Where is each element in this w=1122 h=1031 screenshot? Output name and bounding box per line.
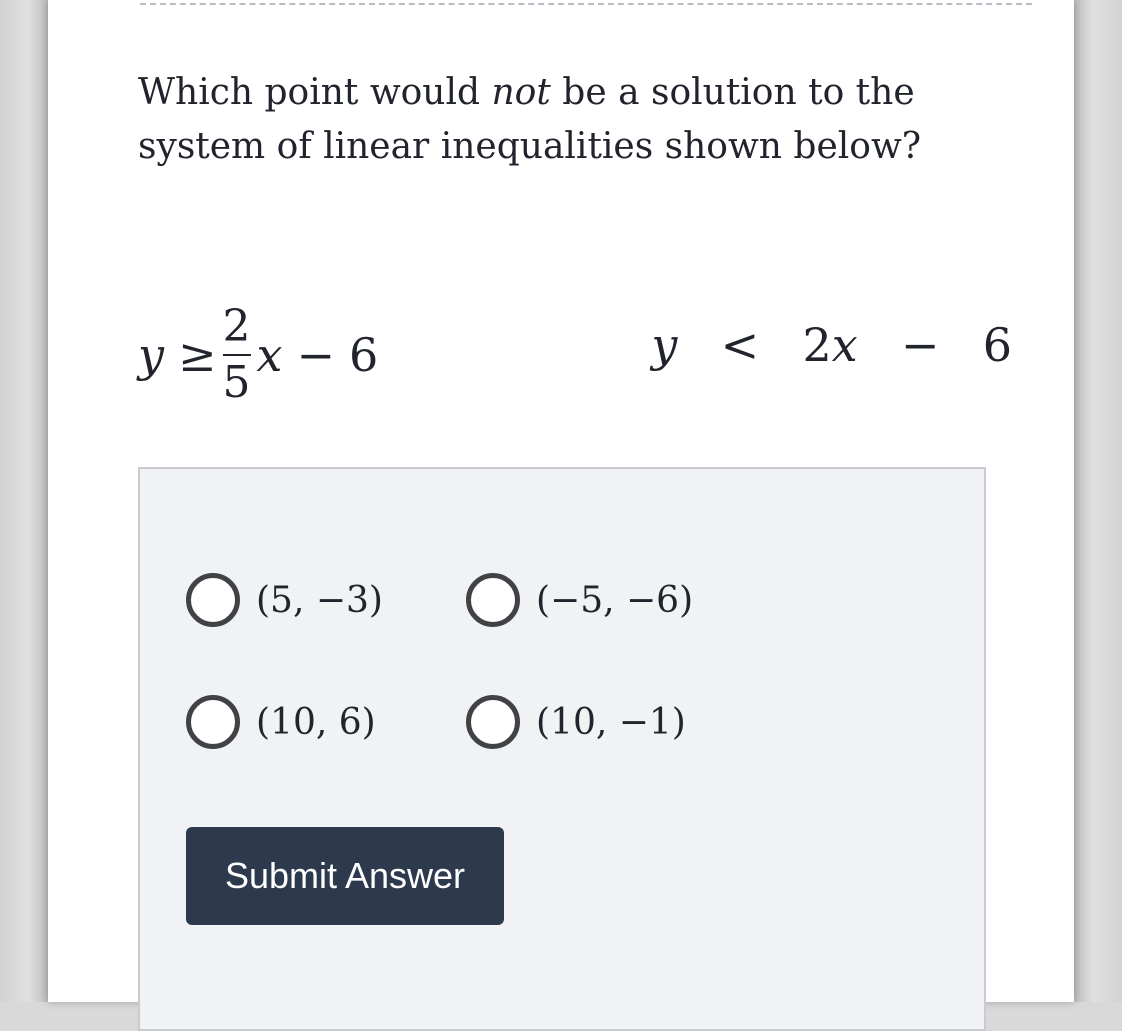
radio-button-icon[interactable]	[186, 695, 240, 749]
inequality-2	[651, 318, 1012, 372]
choice-label: (10, 6)	[256, 701, 376, 743]
inequality-2-lhs: y	[651, 318, 678, 372]
choice-2[interactable]	[466, 573, 693, 627]
radio-button-icon[interactable]	[466, 695, 520, 749]
choice-label: (−5, −6)	[536, 579, 694, 621]
inequality-2-variable: x	[831, 318, 858, 372]
answer-box	[138, 467, 986, 1031]
radio-button-icon[interactable]	[186, 573, 240, 627]
inequality-1-variable: x	[256, 328, 283, 382]
choice-4[interactable]	[466, 695, 686, 749]
inequality-1-constant: 6	[349, 328, 379, 382]
inequality-1	[138, 290, 378, 420]
radio-button-icon[interactable]	[466, 573, 520, 627]
inequality-2-coefficient: 2	[802, 318, 832, 372]
right-margin	[1074, 0, 1122, 1002]
choice-label: (10, −1)	[536, 701, 686, 743]
submit-answer-button[interactable]: Submit Answer	[186, 827, 504, 925]
inequality-1-lhs: y	[138, 328, 164, 382]
inequality-2-operator: −	[900, 318, 940, 372]
dashed-divider	[140, 3, 1032, 5]
inequality-2-relation: <	[720, 318, 760, 372]
left-margin	[0, 0, 48, 1002]
fraction-denominator: 5	[222, 357, 251, 408]
inequality-1-relation: ≥	[178, 328, 217, 382]
question-text: Which point would not be a solution to the system of linear inequalities shown below?	[138, 72, 922, 167]
choice-label: (5, −3)	[256, 579, 383, 621]
inequality-2-constant: 6	[982, 318, 1012, 372]
choice-1[interactable]	[186, 573, 383, 627]
question-page	[48, 0, 1074, 1002]
choice-3[interactable]	[186, 695, 376, 749]
fraction-bar	[223, 354, 251, 356]
fraction	[223, 303, 251, 407]
inequality-1-operator: −	[296, 328, 336, 382]
fraction-numerator: 2	[222, 301, 251, 352]
